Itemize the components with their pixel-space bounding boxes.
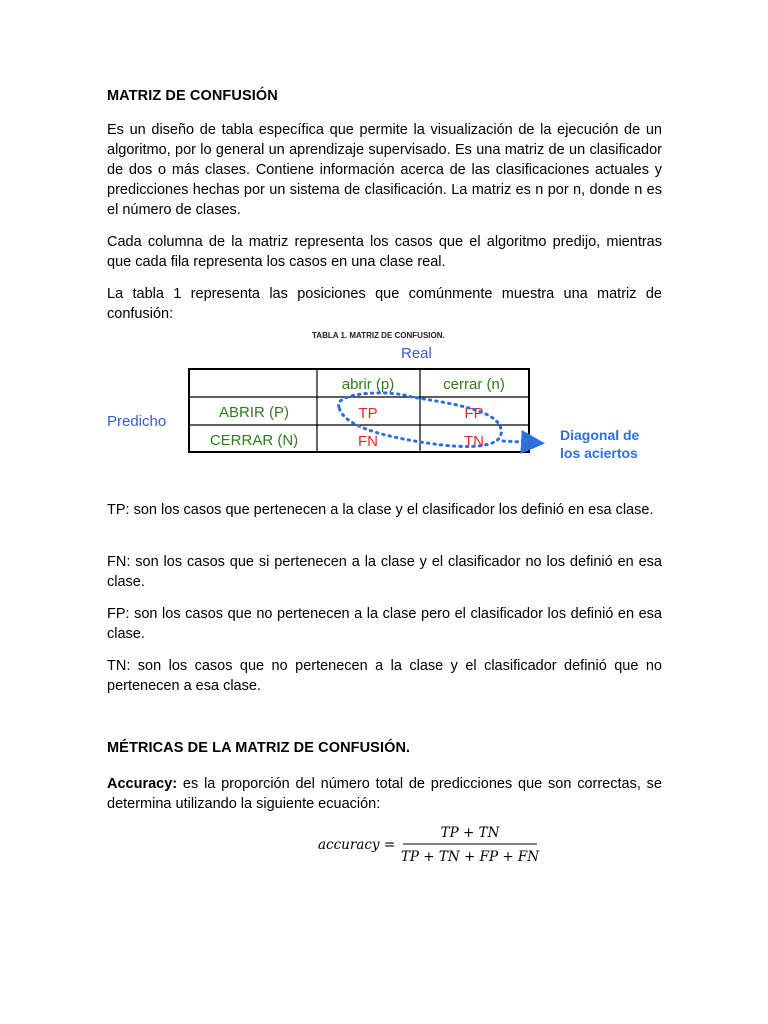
row-header-abrir: ABRIR (P)	[218, 404, 290, 421]
paragraph-columns-rows: Cada columna de la matriz representa los casos que el algoritmo predijo, mientras que cada fila representa los casos en una clase real.	[107, 234, 662, 270]
col-header-abrir: abrir (p)	[341, 376, 395, 393]
diagonal-label-line-1: Diagonal de	[560, 427, 640, 443]
definition-fp: FP: son los casos que no pertenecen a la clase pero el clasificador los definió en esa clase.	[107, 606, 662, 642]
cell-tp: TP	[358, 405, 378, 422]
equation-lhs: accuracy =	[318, 837, 396, 853]
paragraph-definition: Es un diseño de tabla específica que permite la visualización de la ejecución de un algoritmo, por lo general un aprendizaje supervisado. Es una matriz de un clasificador de dos o más clases. Contiene información acerca de las clasificaciones actuales y predicciones hechas por un sistema de clasificación. La matriz es n por n, donde n es el número de clases.	[107, 122, 662, 218]
paragraph-accuracy	[107, 774, 662, 814]
equation-numerator: TP + TN	[440, 825, 500, 841]
heading-matriz-de-confusion: MATRIZ DE CONFUSIÓN	[107, 88, 278, 104]
predicho-label: Predicho	[107, 413, 167, 430]
confusion-matrix-svg	[107, 331, 662, 471]
diagonal-arrow	[503, 441, 539, 443]
col-header-cerrar: cerrar (n)	[443, 376, 505, 393]
equation-denominator: TP + TN + FP + FN	[400, 849, 540, 865]
cell-fn: FN	[358, 433, 378, 450]
figure-caption: TABLA 1. MATRIZ DE CONFUSION.	[312, 331, 445, 340]
cell-fp: FP	[464, 405, 484, 422]
accuracy-text: es la proporción del número total de predicciones que son correctas, se determina utilizando la siguiente ecuación:	[107, 776, 662, 812]
definition-tp: TP: son los casos que pertenecen a la clase y el clasificador los definió en esa clase.	[107, 502, 654, 518]
diagonal-label-line-2: los aciertos	[560, 445, 638, 461]
cell-tn: TN	[464, 433, 484, 450]
accuracy-equation	[107, 822, 662, 866]
definition-fn: FN: son los casos que si pertenecen a la clase y el clasificador no los definió en esa clase.	[107, 554, 662, 590]
accuracy-term: Accuracy:	[107, 776, 178, 792]
heading-metricas: MÉTRICAS DE LA MATRIZ DE CONFUSIÓN.	[107, 740, 411, 756]
equation-svg	[107, 822, 662, 866]
definition-tn: TN: son los casos que no pertenecen a la clase y el clasificador definió que no pertenecen a esa clase.	[107, 658, 662, 694]
real-label: Real	[401, 345, 432, 362]
paragraph-table-intro: La tabla 1 representa las posiciones que comúnmente muestra una matriz de confusión:	[107, 286, 662, 322]
row-header-cerrar: CERRAR (N)	[209, 432, 299, 449]
confusion-matrix-figure	[107, 331, 662, 471]
